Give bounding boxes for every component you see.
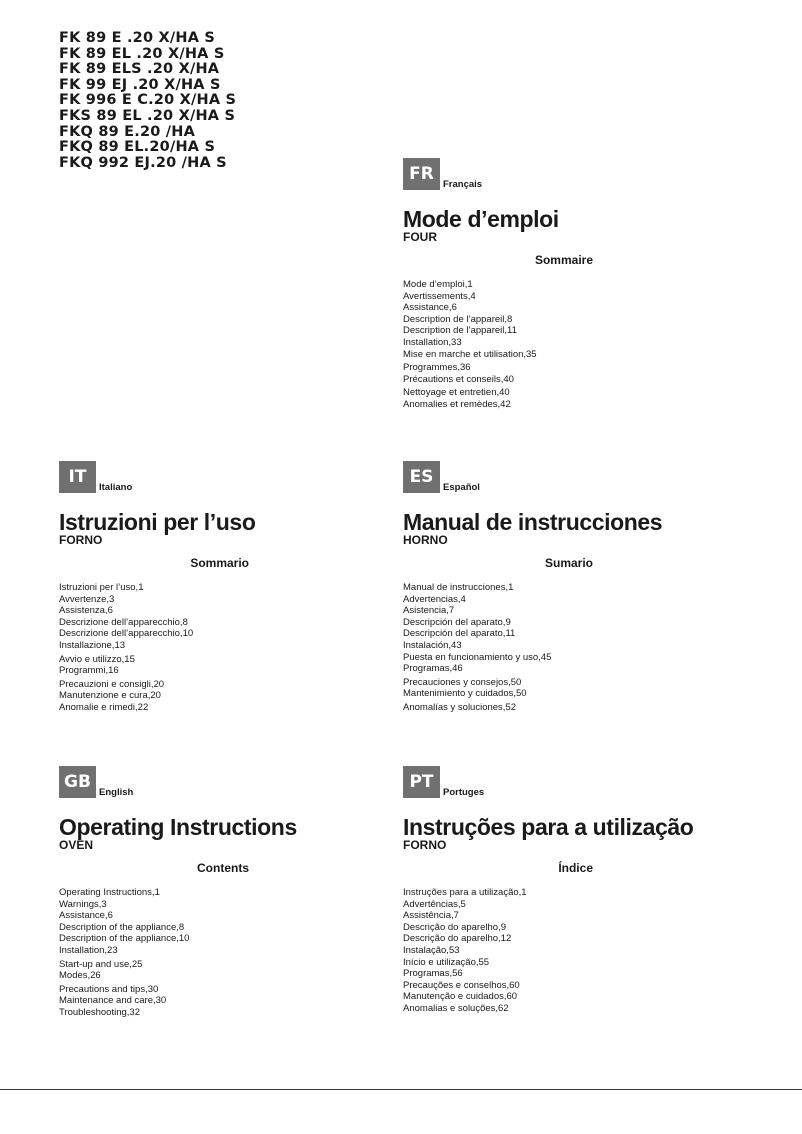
toc-item: Assistance,6 <box>403 302 457 314</box>
toc-item: Description de l’appareil,11 <box>403 325 517 337</box>
toc-item: Modes,26 <box>59 970 101 982</box>
toc-item: Advertencias,4 <box>403 593 466 605</box>
toc-item: Descripción del aparato,11 <box>403 628 516 640</box>
toc-item: Início e utilização,55 <box>403 956 490 968</box>
toc-item: Advertências,5 <box>403 898 466 910</box>
toc-list <box>59 582 389 714</box>
toc-item: Warnings,3 <box>59 898 107 910</box>
model-name: FKQ 992 EJ.20 /HA S <box>59 154 227 171</box>
toc-item: Descrizione dell’apparecchio,8 <box>59 616 188 628</box>
toc-item: Assistência,7 <box>403 910 459 922</box>
toc-item: Programas,56 <box>403 968 463 980</box>
model-name: FK 996 E C.20 X/HA S <box>59 92 237 109</box>
language-code-badge: ES <box>403 461 440 493</box>
toc-item: Maintenance and care,30 <box>59 995 167 1007</box>
toc-item: Descrição do aparelho,12 <box>403 933 512 945</box>
toc-item: Descrizione dell’apparecchio,10 <box>59 628 194 640</box>
toc-item: Anomalies et remèdes,42 <box>403 398 511 410</box>
section-title: Instruções para a utilização <box>403 814 694 840</box>
toc-item: Installazione,13 <box>59 639 126 651</box>
toc-item: Description of the appliance,8 <box>59 921 185 933</box>
toc-item: Installation,23 <box>59 944 118 956</box>
toc-list <box>403 887 733 1015</box>
model-name: FKQ 89 EL.20/HA S <box>59 139 216 156</box>
toc-item: Assistenza,6 <box>59 605 113 617</box>
language-name: Français <box>443 179 483 190</box>
toc-item: Programas,46 <box>403 663 463 675</box>
language-name: English <box>99 787 134 798</box>
footer-divider <box>0 1089 802 1090</box>
toc-item: Description of the appliance,10 <box>59 933 190 945</box>
toc-heading: Sumario <box>544 556 593 570</box>
section-subtitle: FORNO <box>403 838 447 852</box>
model-name: FKQ 89 E.20 /HA <box>59 123 196 140</box>
language-header <box>59 461 389 497</box>
toc-list <box>403 279 733 411</box>
toc-item: Mantenimiento y cuidados,50 <box>403 688 527 700</box>
language-code-badge: FR <box>403 158 440 190</box>
section-title: Istruzioni per l’uso <box>59 509 256 535</box>
toc-item: Troubleshooting,32 <box>59 1006 140 1018</box>
toc-item: Installation,33 <box>403 336 462 348</box>
toc-item: Description de l’appareil,8 <box>403 313 513 325</box>
toc-item: Assistance,6 <box>59 910 113 922</box>
toc-item: Istruzioni per l’uso,1 <box>59 582 144 593</box>
model-list <box>59 31 236 171</box>
model-name: FK 99 EJ .20 X/HA S <box>59 76 221 93</box>
toc-item: Avvertenze,3 <box>59 593 115 605</box>
model-name: FK 89 E .20 X/HA S <box>59 30 216 46</box>
toc-item: Programmes,36 <box>403 362 471 374</box>
language-header <box>59 766 389 802</box>
language-code-badge: GB <box>59 766 96 798</box>
toc-item: Precauzioni e consigli,20 <box>59 678 165 690</box>
toc-item: Manual de instrucciones,1 <box>403 582 514 593</box>
section-pt <box>403 766 733 1015</box>
section-subtitle: HORNO <box>403 533 448 547</box>
toc-item: Precauções e conselhos,60 <box>403 979 520 991</box>
section-fr <box>403 158 733 411</box>
toc-list <box>403 582 733 714</box>
toc-item: Asistencia,7 <box>403 605 455 617</box>
toc-item: Instalación,43 <box>403 639 462 651</box>
language-header <box>403 766 733 802</box>
toc-item: Programmi,16 <box>59 665 119 677</box>
section-it <box>59 461 389 714</box>
toc-item: Mode d’emploi,1 <box>403 279 473 290</box>
model-name: FK 89 ELS .20 X/HA <box>59 61 220 78</box>
toc-item: Anomalias e soluções,62 <box>403 1002 509 1014</box>
section-title: Mode d’emploi <box>403 206 559 232</box>
section-title: Operating Instructions <box>59 814 297 840</box>
section-es <box>403 461 733 714</box>
toc-item: Anomalías y soluciones,52 <box>403 701 517 713</box>
toc-item: Avvio e utilizzo,15 <box>59 653 135 665</box>
toc-heading: Sommario <box>190 556 249 570</box>
toc-item: Avertissements,4 <box>403 290 476 302</box>
toc-item: Nettoyage et entretien,40 <box>403 387 510 399</box>
section-subtitle: FOUR <box>403 230 437 244</box>
toc-item: Instalação,53 <box>403 944 460 956</box>
language-name: Italiano <box>99 482 133 493</box>
section-subtitle: FORNO <box>59 533 103 547</box>
model-name: FKS 89 EL .20 X/HA S <box>59 107 236 124</box>
language-name: Portuges <box>443 787 485 798</box>
toc-item: Descrição do aparelho,9 <box>403 921 506 933</box>
language-name: Español <box>443 482 480 493</box>
toc-item: Anomalie e rimedi,22 <box>59 701 149 713</box>
toc-heading: Contents <box>197 861 249 875</box>
toc-item: Puesta en funcionamiento y uso,45 <box>403 651 552 663</box>
toc-list <box>59 887 389 1019</box>
toc-item: Start-up and use,25 <box>59 958 143 970</box>
language-header <box>403 461 733 497</box>
language-header <box>403 158 733 194</box>
section-title: Manual de instrucciones <box>403 509 663 535</box>
toc-item: Precauciones y consejos,50 <box>403 676 522 688</box>
toc-item: Descripción del aparato,9 <box>403 616 511 628</box>
toc-heading: Índice <box>558 861 593 875</box>
toc-item: Manutenzione e cura,20 <box>59 690 161 702</box>
toc-heading: Sommaire <box>534 253 593 267</box>
section-gb <box>59 766 389 1019</box>
toc-item: Précautions et conseils,40 <box>403 373 514 385</box>
model-name: FK 89 EL .20 X/HA S <box>59 45 225 62</box>
section-subtitle: OVEN <box>59 838 94 852</box>
toc-item: Operating Instructions,1 <box>59 887 160 898</box>
language-code-badge: IT <box>59 461 96 493</box>
toc-item: Mise en marche et utilisation,35 <box>403 348 537 360</box>
language-code-badge: PT <box>403 766 440 798</box>
toc-item: Instruções para a utilização,1 <box>403 887 527 898</box>
toc-item: Manutenção e cuidados,60 <box>403 991 518 1003</box>
toc-item: Precautions and tips,30 <box>59 983 159 995</box>
